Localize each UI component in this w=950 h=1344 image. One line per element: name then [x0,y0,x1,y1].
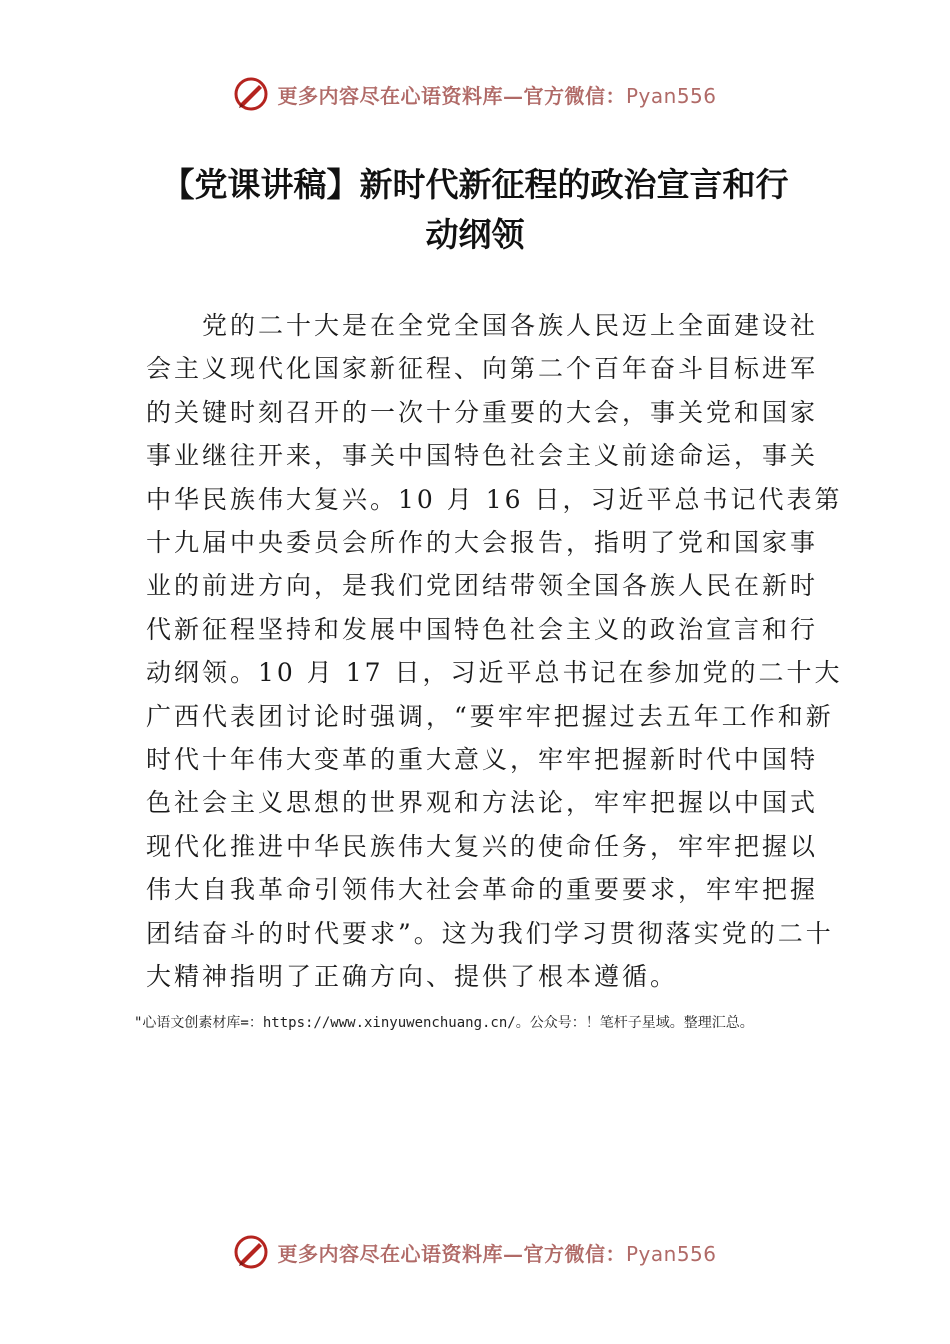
title-line-2: 动纲领 [425,215,525,254]
body-line: 事业继往开来，事关中国特色社会主义前途命运，事关 [146,441,819,471]
body-line: 的关键时刻召开的一次十分重要的大会，事关党和国家 [146,397,819,427]
body-line: 业的前进方向，是我们党团结带领全国各族人民在新时 [146,571,819,601]
body-paragraph [146,304,843,999]
watermark-text: 更多内容尽在心语资料库—官方微信：Pyan556 [277,1241,717,1266]
source-note: "心语文创素材库=：https://www.xinyuwenchuang.cn/。公众号：！笔杆子星域。整理汇总。 [134,1015,754,1031]
title-line-1: 【党课讲稿】新时代新征程的政治宣言和行 [161,165,789,204]
pen-logo-icon [233,76,269,112]
pen-logo-icon [233,1234,269,1270]
body-line: 时代十年伟大变革的重大意义，牢牢把握新时代中国特 [146,745,819,775]
wechat-id: Pyan556 [625,1241,717,1266]
body-line: 代新征程坚持和发展中国特色社会主义的政治宣言和行 [146,614,819,644]
body-line: 色社会主义思想的世界观和方法论，牢牢把握以中国式 [146,788,819,818]
body-line: 广西代表团讨论时强调，“要牢牢把握过去五年工作和新 [146,701,834,731]
body-line: 中华民族伟大复兴。10 月 16 日，习近平总书记代表第 [146,484,843,514]
body-line: 伟大自我革命引领伟大社会革命的重要要求，牢牢把握 [146,875,819,905]
body-line: 十九届中央委员会所作的大会报告，指明了党和国家事 [146,528,819,558]
body-line: 党的二十大是在全党全国各族人民迈上全面建设社 [202,311,819,340]
wechat-id: Pyan556 [625,83,717,108]
header-watermark [0,72,950,116]
watermark-text: 更多内容尽在心语资料库—官方微信：Pyan556 [277,83,717,108]
body-line: 大精神指明了正确方向、提供了根本遵循。 [146,962,679,992]
body-line: 动纲领。10 月 17 日，习近平总书记在参加党的二十大 [146,658,843,688]
page-title [120,160,830,260]
body-line: 会主义现代化国家新征程、向第二个百年奋斗目标进军 [146,354,819,384]
body-line: 现代化推进中华民族伟大复兴的使命任务，牢牢把握以 [146,831,819,861]
footer-watermark [0,1230,950,1274]
body-line: 团结奋斗的时代要求”。这为我们学习贯彻落实党的二十 [146,918,834,948]
